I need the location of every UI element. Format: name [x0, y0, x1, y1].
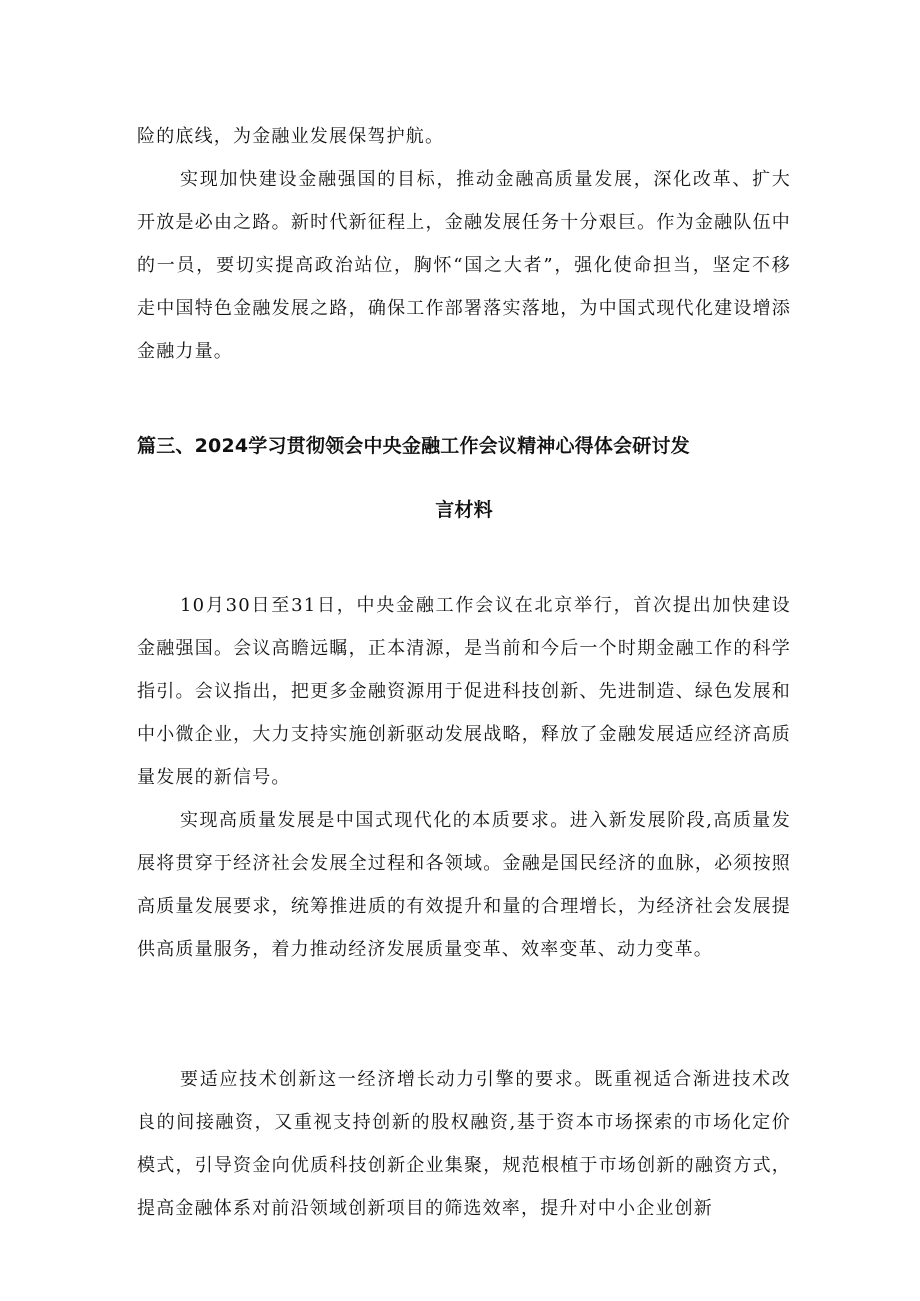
paragraph-innovation: 要适应技术创新这一经济增长动力引擎的要求。既重视适合渐进技术改良的间接融资，又重视支持创新的股权融资,基于资本市场探索的市场化定价模式，引导资金向优质科技创新企业集聚，规范根植于市场创新的融资方式，提高金融体系对前沿领域创新项目的筛选效率，提升对中小企业创新 [137, 1069, 791, 1219]
paragraph-high-quality: 实现高质量发展是中国式现代化的本质要求。进入新发展阶段,高质量发展将贯穿于经济社会发展全过程和各领域。金融是国民经济的血脉，必须按照高质量发展要求，统筹推进质的有效提升和量的合理增长，为经济社会发展提供高质量服务，着力推动经济发展质量变革、效率变革、动力变革。 [137, 810, 791, 960]
paragraph-conference: 10月30日至31日，中央金融工作会议在北京举行，首次提出加快建设金融强国。会议高瞻远瞩，正本清源，是当前和今后一个时期金融工作的科学指引。会议指出，把更多金融资源用于促进科技创新、先进制造、绿色发展和中小微企业，大力支持实施创新驱动发展战略，释放了金融发展适应经济高质量发展的新信号。 [137, 595, 791, 788]
paragraph-reform: 实现加快建设金融强国的目标，推动金融高质量发展，深化改革、扩大开放是必由之路。新时代新征程上，金融发展任务十分艰巨。作为金融队伍中的一员，要切实提高政治站位，胸怀“国之大者”，强化使命担当，坚定不移走中国特色金融发展之路，确保工作部署落实落地，为中国式现代化建设增添金融力量。 [137, 169, 791, 362]
paragraph-continuation: 险的底线，为金融业发展保驾护航。 [137, 126, 445, 147]
section-heading-line2: 言材料 [435, 499, 493, 521]
section-heading-line1: 篇三、2024学习贯彻领会中央金融工作会议精神心得体会研讨发 [137, 435, 690, 457]
